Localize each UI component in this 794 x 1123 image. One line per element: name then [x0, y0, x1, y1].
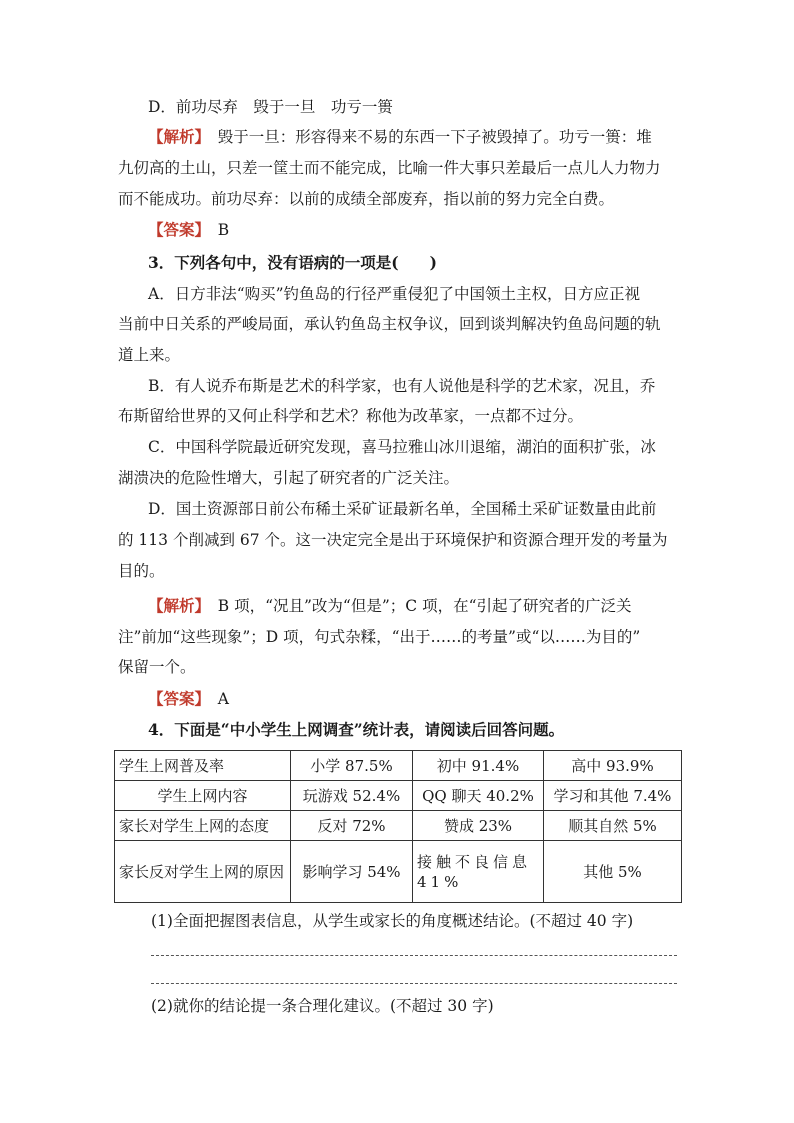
q3-option-a-cont: 当前中日关系的严峻局面，承认钓鱼岛主权争议，回到谈判解决钓鱼岛问题的轨 [118, 315, 661, 333]
sub-question-1: (1)全面把握图表信息，从学生或家长的角度概述结论。(不超过 40 字) [151, 912, 634, 930]
question-4: 4．下面是“中小学生上网调查”统计表，请阅读后回答问题。 [148, 720, 565, 739]
analysis-line: 九仞高的土山，只差一筐土而不能完成，比喻一件大事只差最后一点儿人力物力 [118, 159, 661, 177]
table-cell: 高中 93.9% [544, 751, 682, 781]
q3-option-d-cont: 目的。 [118, 562, 165, 580]
table-row [115, 841, 682, 903]
analysis-label: 【解析】 [148, 596, 203, 615]
q3-option-c: C．中国科学院最近研究发现，喜马拉雅山冰川退缩，湖泊的面积扩张，冰 [148, 438, 656, 456]
option-d: D．前功尽弃 毁于一旦 功亏一篑 [148, 98, 393, 116]
table-cell: 学生上网普及率 [115, 751, 291, 781]
analysis-line: 注”前加“这些现象”；D 项，句式杂糅，“出于……的考量”或“以……为目的” [118, 628, 641, 646]
answer-label: 【答案】 [148, 689, 203, 708]
q3-option-d-cont: 的 113 个削减到 67 个。这一决定完全是出于环境保护和资源合理开发的考量为 [118, 531, 668, 549]
table-cell: 初中 91.4% [413, 751, 544, 781]
table-cell: 学习和其他 7.4% [544, 781, 682, 811]
answer-blank-line[interactable] [151, 983, 677, 984]
table-cell: 家长对学生上网的态度 [115, 811, 291, 841]
analysis-paragraph-1 [148, 127, 708, 147]
table-cell: 其他 5% [544, 841, 682, 903]
table-cell: 反对 72% [291, 811, 413, 841]
table-cell: 影响学习 54% [291, 841, 413, 903]
analysis-label: 【解析】 [148, 127, 203, 146]
q3-option-b: B．有人说乔布斯是艺术的科学家，也有人说他是科学的艺术家，况且，乔 [148, 377, 656, 395]
table-cell: 学生上网内容 [115, 781, 291, 811]
answer-line-1 [148, 220, 708, 240]
table-row [115, 811, 682, 841]
table-cell: 小学 87.5% [291, 751, 413, 781]
answer-label: 【答案】 [148, 220, 203, 239]
analysis-text: 毁于一旦：形容得来不易的东西一下子被毁掉了。功亏一篑：堆 [202, 128, 652, 146]
analysis-line: 保留一个。 [118, 658, 196, 676]
q3-option-a-cont: 道上来。 [118, 346, 181, 364]
survey-table [114, 750, 682, 903]
analysis-text: B 项，“况且”改为“但是”；C 项，在“引起了研究者的广泛关 [202, 597, 632, 615]
table-cell: 顺其自然 5% [544, 811, 682, 841]
table-cell: 接触不良信息 41% [413, 841, 544, 903]
answer-line-2 [148, 689, 708, 709]
analysis-paragraph-2 [148, 596, 708, 616]
sub-question-2: (2)就你的结论提一条合理化建议。(不超过 30 字) [151, 997, 494, 1015]
table-cell: 赞成 23% [413, 811, 544, 841]
table-cell: 玩游戏 52.4% [291, 781, 413, 811]
question-3: 3．下列各句中，没有语病的一项是( ) [148, 253, 437, 272]
table-cell: QQ 聊天 40.2% [413, 781, 544, 811]
answer-value: A [202, 690, 229, 708]
answer-value: B [202, 221, 230, 239]
q3-option-d: D．国土资源部日前公布稀土采矿证最新名单，全国稀土采矿证数量由此前 [148, 500, 657, 518]
table-row [115, 751, 682, 781]
q3-option-c-cont: 湖溃决的危险性增大，引起了研究者的广泛关注。 [118, 469, 460, 487]
analysis-line: 而不能成功。前功尽弃：以前的成绩全部废弃，指以前的努力完全白费。 [118, 190, 615, 208]
table-cell: 家长反对学生上网的原因 [115, 841, 291, 903]
table-row [115, 781, 682, 811]
q3-option-b-cont: 布斯留给世界的又何止科学和艺术？称他为改革家，一点都不过分。 [118, 407, 584, 425]
q3-option-a: A．日方非法“购买”钓鱼岛的行径严重侵犯了中国领土主权，日方应正视 [148, 285, 641, 303]
answer-blank-line[interactable] [151, 955, 677, 956]
